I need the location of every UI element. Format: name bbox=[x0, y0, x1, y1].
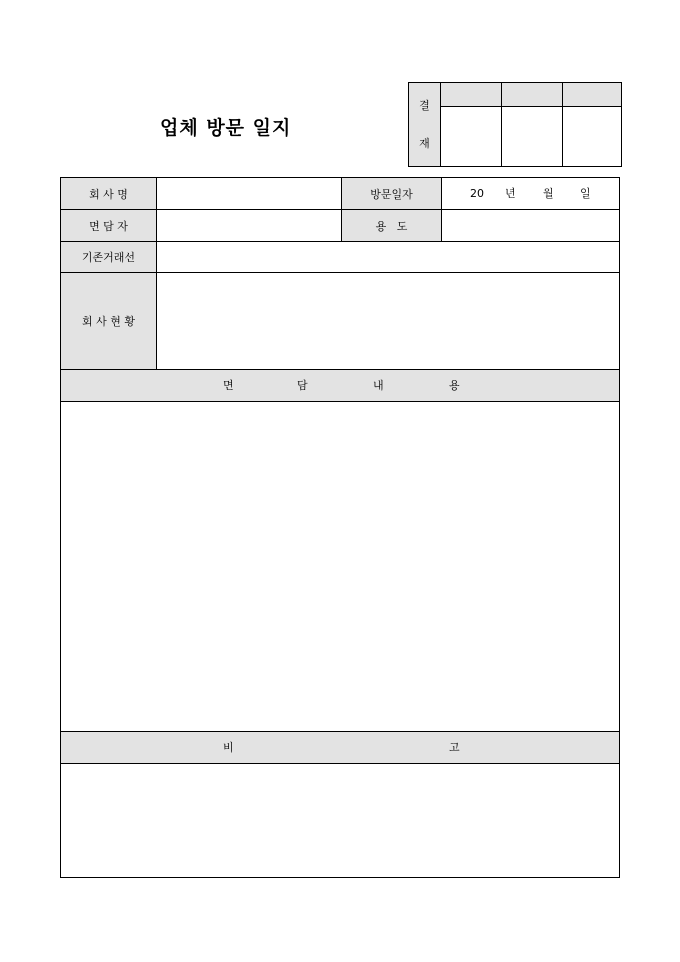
approval-column-3 bbox=[563, 83, 621, 166]
row-company-date bbox=[61, 178, 619, 210]
date-year-unit: 년 bbox=[505, 187, 516, 200]
row-existing-partner bbox=[61, 242, 619, 273]
approval-column-1 bbox=[441, 83, 502, 166]
approval-sign-cell[interactable] bbox=[502, 107, 562, 166]
remarks-header-char-1: 비 bbox=[223, 741, 234, 754]
row-interviewee-purpose bbox=[61, 210, 619, 242]
interview-content-header bbox=[61, 370, 619, 402]
interview-header-char-3: 내 bbox=[373, 379, 384, 392]
document-title: 업체 방문 일지 bbox=[160, 117, 292, 139]
approval-label-top: 결 bbox=[419, 99, 430, 112]
company-name-label: 회 사 명 bbox=[61, 178, 157, 209]
interviewee-label: 면 담 자 bbox=[61, 210, 157, 241]
date-day-unit: 일 bbox=[580, 187, 591, 200]
row-company-status bbox=[61, 273, 619, 370]
date-year-prefix: 20 bbox=[470, 187, 484, 200]
purpose-field[interactable] bbox=[442, 210, 619, 241]
remarks-field[interactable] bbox=[61, 764, 619, 877]
interview-header-char-4: 용 bbox=[449, 379, 460, 392]
approval-title-cell[interactable] bbox=[441, 83, 501, 107]
approval-sign-cell[interactable] bbox=[563, 107, 621, 166]
date-month-unit: 월 bbox=[543, 187, 554, 200]
remarks-header-char-2: 고 bbox=[449, 741, 460, 754]
interview-header-char-1: 면 bbox=[223, 379, 234, 392]
company-status-field[interactable] bbox=[157, 273, 619, 369]
existing-partner-field[interactable] bbox=[157, 242, 619, 272]
interview-header-char-2: 담 bbox=[297, 379, 308, 392]
visit-date-field[interactable] bbox=[442, 178, 619, 209]
company-status-label: 회 사 현 황 bbox=[61, 273, 157, 369]
approval-title-cell[interactable] bbox=[502, 83, 562, 107]
visit-log-form bbox=[60, 177, 620, 878]
approval-sign-cell[interactable] bbox=[441, 107, 501, 166]
interviewee-field[interactable] bbox=[157, 210, 342, 241]
purpose-label: 용 도 bbox=[342, 210, 442, 241]
interview-content-field[interactable] bbox=[61, 402, 619, 732]
existing-partner-label: 기존거래선 bbox=[61, 242, 157, 272]
company-name-field[interactable] bbox=[157, 178, 342, 209]
remarks-header bbox=[61, 732, 619, 764]
visit-date-label: 방문일자 bbox=[342, 178, 442, 209]
approval-label-bottom: 재 bbox=[419, 137, 430, 150]
approval-title-cell[interactable] bbox=[563, 83, 621, 107]
approval-column-2 bbox=[502, 83, 563, 166]
approval-box bbox=[408, 82, 622, 167]
approval-label bbox=[409, 83, 441, 166]
